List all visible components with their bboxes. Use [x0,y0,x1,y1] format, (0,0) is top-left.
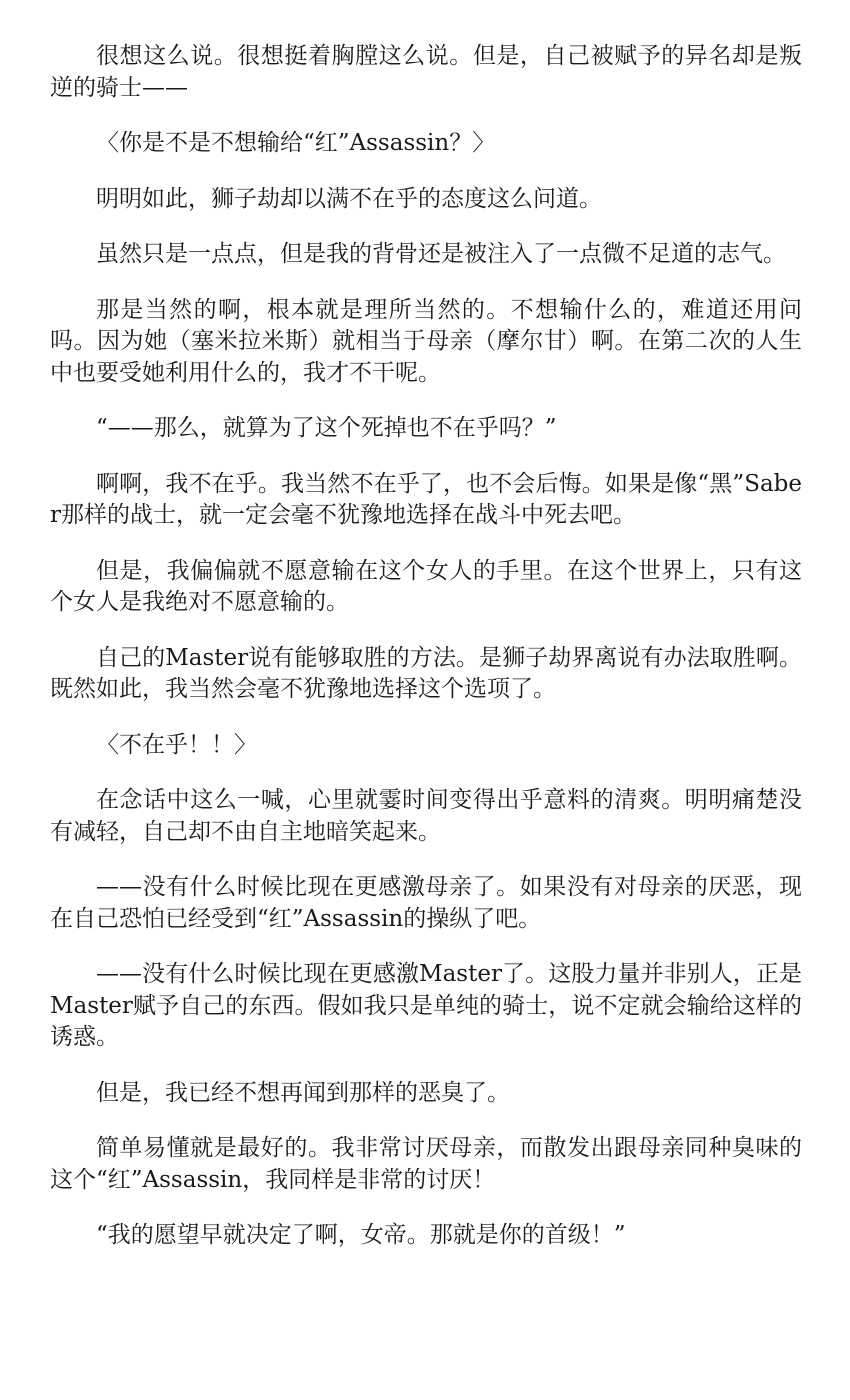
paragraph: 很想这么说。很想挺着胸膛这么说。但是，自己被赋予的异名却是叛逆的骑士—— [50,43,802,101]
paragraph: 在念话中这么一喊，心里就霎时间变得出乎意料的清爽。明明痛楚没有减轻，自己却不由自主地暗笑起来。 [50,787,802,845]
paragraph: 简单易懂就是最好的。我非常讨厌母亲，而散发出跟母亲同种臭味的这个“红”Assassin，我同样是非常的讨厌！ [50,1135,802,1193]
paragraph: 自己的Master说有能够取胜的方法。是狮子劫界离说有办法取胜啊。既然如此，我当然会毫不犹豫地选择这个选项了。 [50,644,802,702]
paragraph: ——没有什么时候比现在更感激Master了。这股力量并非别人，正是Master赋予自己的东西。假如我只是单纯的骑士，说不定就会输给这样的诱惑。 [50,961,802,1050]
paragraph: 啊啊，我不在乎。我当然不在乎了，也不会后悔。如果是像“黑”Saber那样的战士，就一定会毫不犹豫地选择在战斗中死去吧。 [50,470,802,528]
paragraph: “我的愿望早就决定了啊，女帝。那就是你的首级！” [96,1222,626,1248]
paragraph: “——那么，就算为了这个死掉也不在乎吗？” [96,415,557,441]
paragraph: 但是，我已经不想再闻到那样的恶臭了。 [96,1079,510,1106]
paragraph: 那是当然的啊，根本就是理所当然的。不想输什么的，难道还用问吗。因为她（塞米拉米斯）就相当于母亲（摩尔甘）啊。在第二次的人生中也要受她利用什么的，我才不干呢。 [50,296,802,386]
paragraph: ——没有什么时候比现在更感激母亲了。如果没有对母亲的厌恶，现在自己恐怕已经受到“红”Assassin的操纵了吧。 [50,874,802,932]
paragraph: 但是，我偏偏就不愿意输在这个女人的手里。在这个世界上，只有这个女人是我绝对不愿意输的。 [50,557,802,615]
paragraph: 〈不在乎！！〉 [96,731,257,758]
paragraph: 明明如此，狮子劫却以满不在乎的态度这么问道。 [96,185,602,212]
document-page [50,41,802,1276]
paragraph: 〈你是不是不想输给“红”Assassin？〉 [96,130,496,156]
paragraph: 虽然只是一点点，但是我的背骨还是被注入了一点微不足道的志气。 [96,241,786,267]
